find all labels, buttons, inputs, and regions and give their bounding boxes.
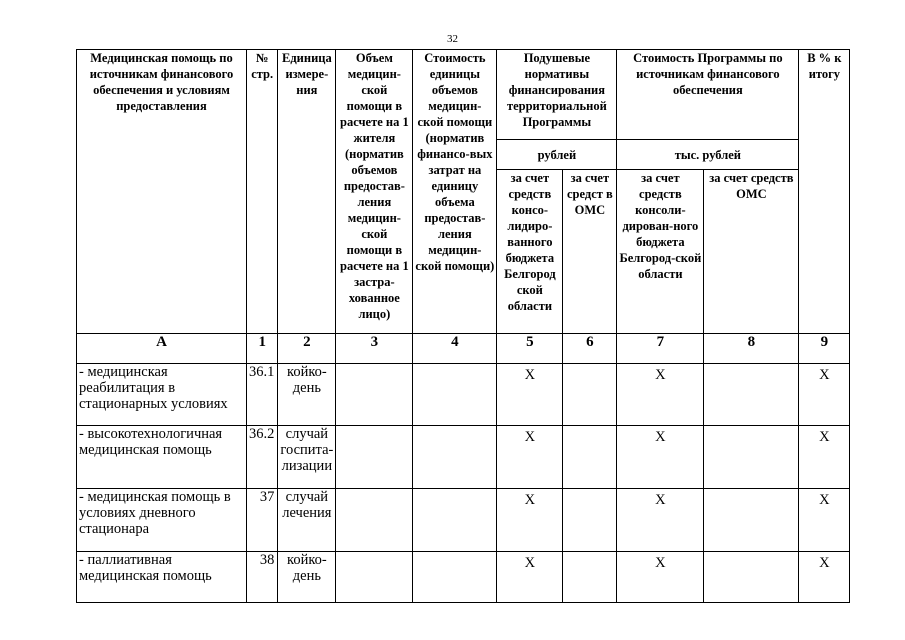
- header-col-7: за счет средств консоли-дирован-ного бюджета Белгород-ской области: [617, 170, 704, 334]
- header-col-6: за счет средст в ОМС: [563, 170, 617, 334]
- header-col-1: № стр.: [247, 50, 278, 334]
- row-value-8: [704, 552, 799, 603]
- row-value-3: [336, 489, 413, 552]
- column-index: 4: [413, 334, 497, 364]
- header-col-2: Единица измере-ния: [278, 50, 336, 334]
- header-col-a: Медицинская помощь по источникам финансового обеспечения и условиям предоставления: [77, 50, 247, 334]
- row-value-4: [413, 364, 497, 426]
- column-index: 6: [563, 334, 617, 364]
- row-unit: койко-день: [278, 364, 336, 426]
- header-unit-thousand-rubles: тыс. рублей: [617, 140, 799, 170]
- row-value-9: X: [799, 364, 850, 426]
- row-value-3: [336, 552, 413, 603]
- row-value-3: [336, 364, 413, 426]
- row-value-8: [704, 364, 799, 426]
- column-index: А: [77, 334, 247, 364]
- column-index: 7: [617, 334, 704, 364]
- page-number: 32: [447, 33, 458, 45]
- row-value-9: X: [799, 426, 850, 489]
- row-value-6: [563, 426, 617, 489]
- row-value-9: X: [799, 489, 850, 552]
- row-value-6: [563, 364, 617, 426]
- row-value-9: X: [799, 552, 850, 603]
- row-value-8: [704, 489, 799, 552]
- row-value-3: [336, 426, 413, 489]
- row-value-7: X: [617, 426, 704, 489]
- row-value-5: X: [497, 489, 563, 552]
- header-col-9: В % к итогу: [799, 50, 850, 334]
- row-value-7: X: [617, 489, 704, 552]
- column-index: 1: [247, 334, 278, 364]
- row-value-7: X: [617, 552, 704, 603]
- row-value-4: [413, 552, 497, 603]
- row-line-number: 36.1: [247, 364, 278, 426]
- table-row: [77, 489, 850, 552]
- row-value-4: [413, 426, 497, 489]
- header-col-5: за счет средств консо-лидиро-ванного бюджета Белгород ской области: [497, 170, 563, 334]
- table-row: [77, 552, 850, 603]
- row-name: - медицинская помощь в условиях дневного стационара: [77, 489, 247, 552]
- column-index: 9: [799, 334, 850, 364]
- row-unit: койко-день: [278, 552, 336, 603]
- row-value-5: X: [497, 426, 563, 489]
- header-col-4: Стоимость единицы объемов медицин-ской помощи (норматив финансо-вых затрат на единицу объема предостав-ления медицин-ской помощи): [413, 50, 497, 334]
- header-unit-rubles: рублей: [497, 140, 617, 170]
- column-index: 8: [704, 334, 799, 364]
- row-value-8: [704, 426, 799, 489]
- table-row: [77, 364, 850, 426]
- row-value-4: [413, 489, 497, 552]
- row-unit: случай госпита-лизации: [278, 426, 336, 489]
- header-group-per-capita: Подушевые нормативы финансирования территориальной Программы: [497, 50, 617, 140]
- header-group-program-cost: Стоимость Программы по источникам финансового обеспечения: [617, 50, 799, 140]
- row-name: - медицинская реабилитация в стационарных условиях: [77, 364, 247, 426]
- row-unit: случай лечения: [278, 489, 336, 552]
- row-name: - паллиативная медицинская помощь: [77, 552, 247, 603]
- row-value-5: X: [497, 552, 563, 603]
- row-line-number: 38: [247, 552, 278, 603]
- column-index: 5: [497, 334, 563, 364]
- header-col-3: Объем медицин-ской помощи в расчете на 1 жителя (норматив объемов предостав-ления медицин-ской помощи в расчете на 1 застра-хованное лицо): [336, 50, 413, 334]
- row-name: - высокотехнологичная медицинская помощь: [77, 426, 247, 489]
- row-value-5: X: [497, 364, 563, 426]
- budget-table: [76, 49, 850, 603]
- header-col-8: за счет средств ОМС: [704, 170, 799, 334]
- row-value-7: X: [617, 364, 704, 426]
- column-index: 2: [278, 334, 336, 364]
- column-index: 3: [336, 334, 413, 364]
- row-line-number: 36.2: [247, 426, 278, 489]
- table-row: [77, 426, 850, 489]
- row-line-number: 37: [247, 489, 278, 552]
- row-value-6: [563, 489, 617, 552]
- row-value-6: [563, 552, 617, 603]
